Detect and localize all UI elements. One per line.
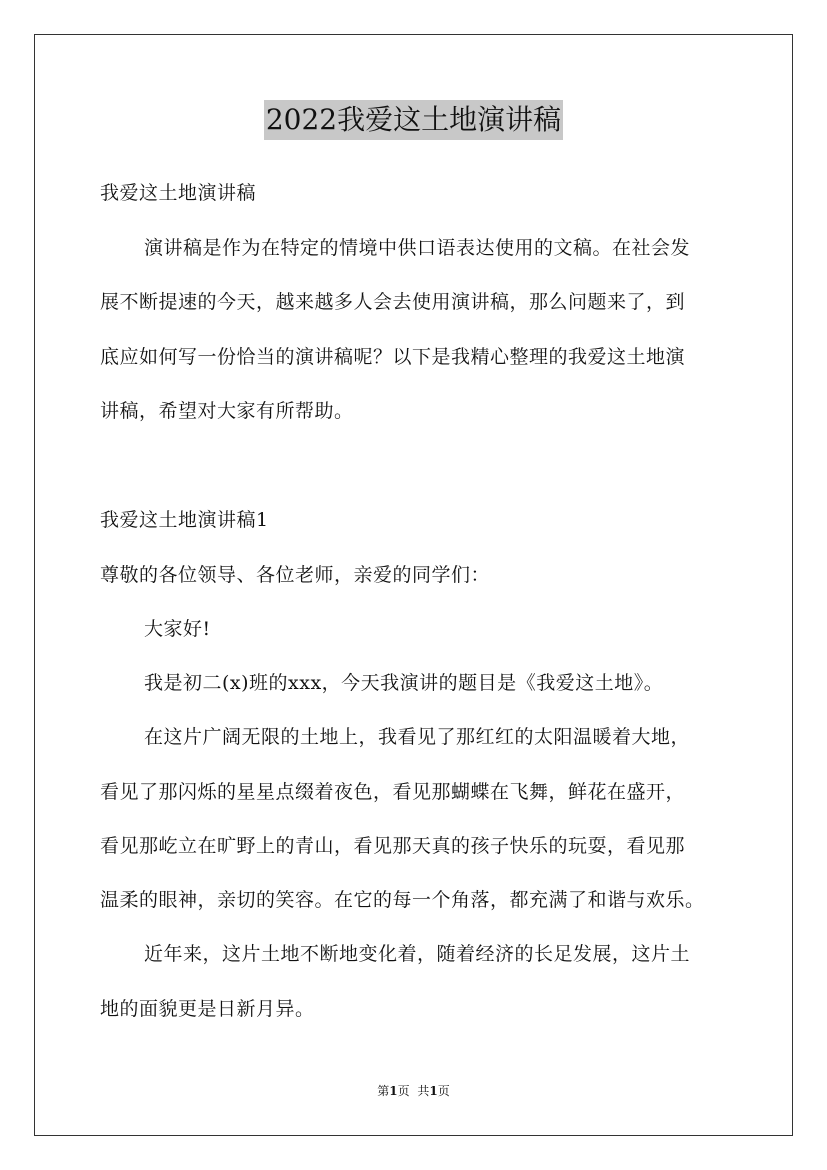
paragraph-line: 地的面貌更是日新月异。 [100, 998, 315, 1020]
total-suffix: 页 [437, 1084, 450, 1098]
paragraph-line: 我是初二(x)班的xxx，今天我演讲的题目是《我爱这土地》。 [144, 672, 664, 694]
paragraph-line: 温柔的眼神，亲切的笑容。在它的每一个角落，都充满了和谐与欢乐。 [100, 889, 705, 911]
greeting: 大家好! [144, 618, 211, 640]
section-heading: 我爱这土地演讲稿1 [100, 509, 269, 531]
paragraph-line: 近年来，这片土地不断地变化着，随着经济的长足发展，这片土 [144, 943, 691, 965]
page-current: 1 [389, 1084, 398, 1098]
paragraph-line: 展不断提速的今天，越来越多人会去使用演讲稿，那么问题来了，到 [100, 291, 686, 313]
page-footer [0, 1083, 827, 1099]
paragraph-line: 演讲稿是作为在特定的情境中供口语表达使用的文稿。在社会发 [144, 237, 691, 259]
salutation: 尊敬的各位领导、各位老师，亲爱的同学们： [100, 564, 491, 586]
title-container [0, 100, 827, 140]
page-suffix: 页 [397, 1084, 410, 1098]
section-heading: 我爱这土地演讲稿 [100, 182, 257, 204]
total-prefix: 共 [417, 1084, 430, 1098]
page-prefix: 第 [377, 1084, 390, 1098]
paragraph-line: 底应如何写一份恰当的演讲稿呢？以下是我精心整理的我爱这土地演 [100, 346, 686, 368]
page-total: 1 [429, 1084, 438, 1098]
document-title: 2022我爱这土地演讲稿 [264, 100, 563, 140]
paragraph-line: 看见那屹立在旷野上的青山，看见那天真的孩子快乐的玩耍，看见那 [100, 835, 686, 857]
paragraph-line: 讲稿，希望对大家有所帮助。 [100, 400, 354, 422]
paragraph-line: 在这片广阔无限的土地上，我看见了那红红的太阳温暖着大地， [144, 726, 691, 748]
paragraph-line: 看见了那闪烁的星星点缀着夜色，看见那蝴蝶在飞舞，鲜花在盛开， [100, 781, 686, 803]
